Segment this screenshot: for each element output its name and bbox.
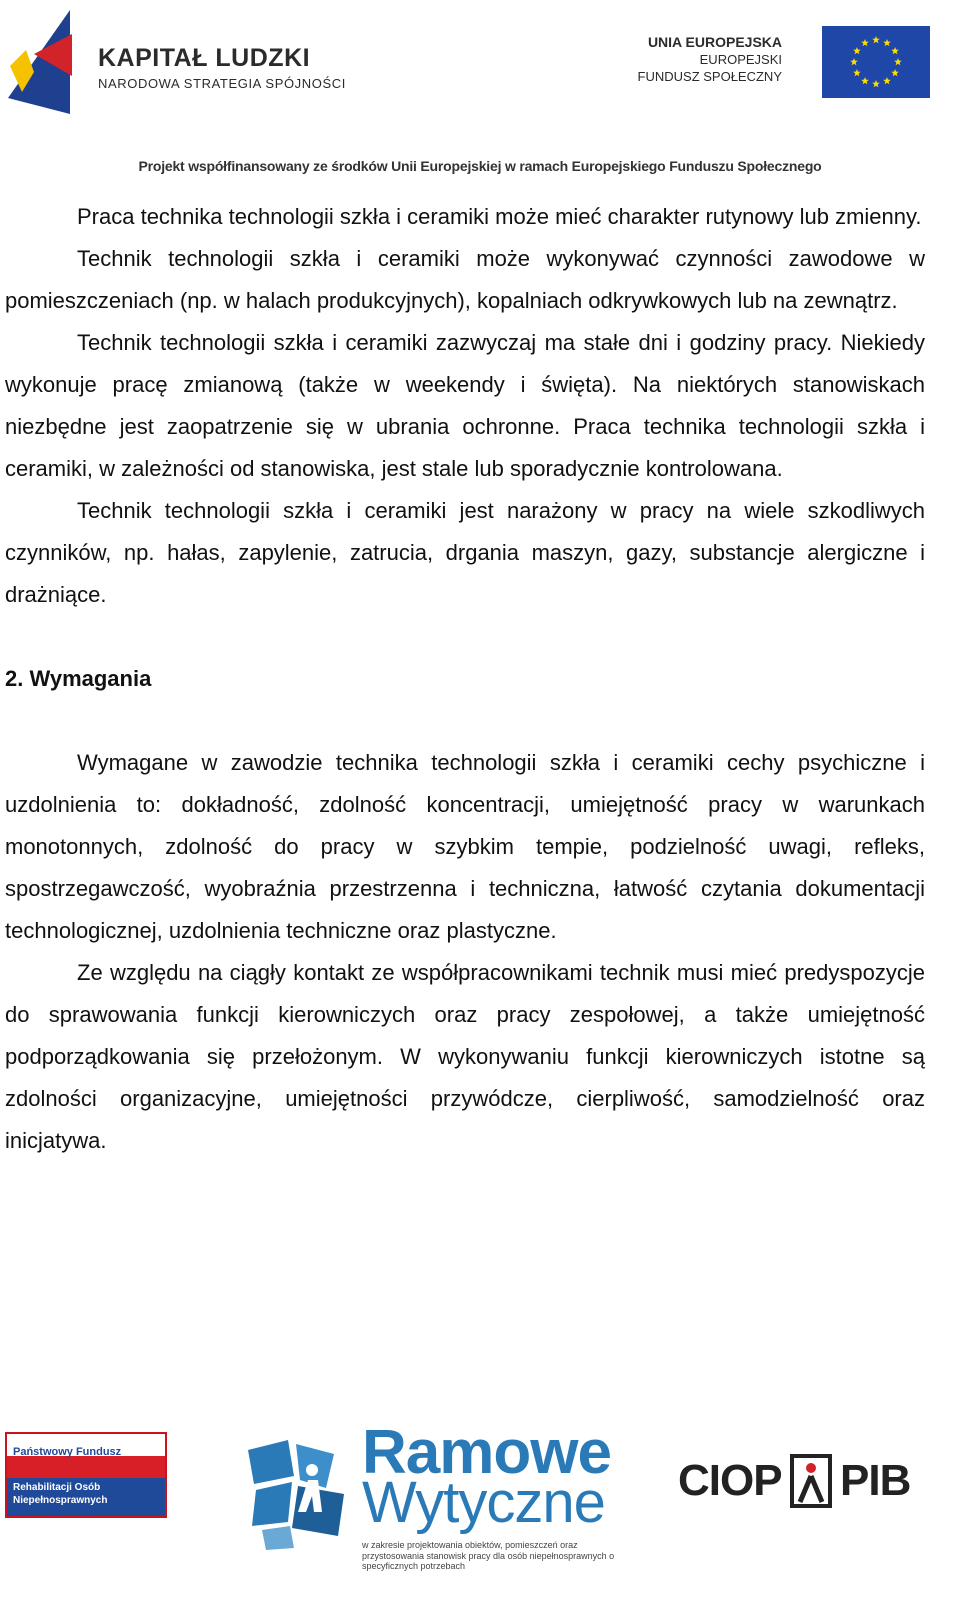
- paragraph: Ze względu na ciągły kontakt ze współpracownikami technik musi mieć predyspozycje do sprawowania funkcji kierowniczych oraz pracy zespołowej, a także umiejętność podporządkowania się przełożonym. W wykonywaniu funkcji kierowniczych istotne są zdolności organizacyjne, umiejętności przywódcze, cierpliwość, samodzielność oraz inicjatywa.: [5, 960, 925, 1153]
- eu-label-line2: EUROPEJSKI: [699, 52, 782, 67]
- document-body: [5, 196, 925, 1162]
- pfron-logo: [5, 1432, 167, 1518]
- pfron-line1: Państwowy Fundusz: [13, 1446, 122, 1458]
- paragraph: Technik technologii szkła i ceramiki może wykonywać czynności zawodowe w pomieszczeniach (np. w halach produkcyjnych), kopalniach odkrywkowych lub na zewnątrz.: [5, 246, 925, 313]
- cofinancing-note: Projekt współfinansowany ze środków Unii Europejskiej w ramach Europejskiego Funduszu Społecznego: [138, 158, 822, 174]
- ciop-label: CIOP: [678, 1456, 782, 1505]
- pfron-line2: Rehabilitacji Osób: [13, 1482, 101, 1493]
- ramowe-wytyczne-mark-icon: [248, 1440, 358, 1550]
- paragraph: Technik technologii szkła i ceramiki jest narażony w pracy na wiele szkodliwych czynników, np. hałas, zapylenie, zatrucia, drgania maszyn, gazy, substancje alergiczne i drażniące.: [5, 498, 925, 607]
- paragraph: Technik technologii szkła i ceramiki zazwyczaj ma stałe dni i godziny pracy. Niekiedy wykonuje pracę zmianową (także w weekendy i święta). Na niektórych stanowiskach niezbędne jest zaopatrzenie się w ubrania ochronne. Praca technika technologii szkła i ceramiki, w zależności od stanowiska, jest stale lub sporadycznie kontrolowana.: [5, 330, 925, 481]
- eu-fund-label: [638, 34, 782, 85]
- ramowe-wytyczne-title1: Ramowe: [362, 1418, 611, 1487]
- page-footer: [0, 1420, 960, 1621]
- kapital-ludzki-logo-icon: [4, 6, 76, 114]
- kapital-ludzki-title: KAPITAŁ LUDZKI: [98, 44, 311, 72]
- ramowe-wytyczne-caption: w zakresie projektowania obiektów, pomieszczeń oraz przystosowania stanowisk pracy dla osób niepełnosprawnych o specyficznych potrzebach: [362, 1540, 615, 1571]
- paragraph: Wymagane w zawodzie technika technologii szkła i ceramiki cechy psychiczne i uzdolnienia to: dokładność, zdolność koncentracji, umiejętność pracy w warunkach monotonnych, zdolność do pracy w szybkim tempie, podzielność uwagi, refleks, spostrzegawczość, wyobraźnia przestrzenna i techniczna, łatwość czytania dokumentacji technologicznej, uzdolnienia techniczne oraz plastyczne.: [5, 750, 925, 943]
- kapital-ludzki-subtitle: NARODOWA STRATEGIA SPÓJNOŚCI: [98, 76, 346, 91]
- ramowe-wytyczne-title2: Wytyczne: [362, 1470, 605, 1535]
- spacer: [5, 616, 925, 658]
- pfron-line3: Niepełnosprawnych: [13, 1495, 108, 1506]
- paragraph: Praca technika technologii szkła i ceramiki może mieć charakter rutynowy lub zmienny.: [77, 204, 922, 229]
- spacer: [5, 700, 925, 742]
- eu-flag-icon: [822, 26, 930, 98]
- section-heading: 2. Wymagania: [5, 666, 152, 691]
- eu-label-line3: FUNDUSZ SPOŁECZNY: [637, 69, 782, 84]
- page-header: [0, 0, 960, 190]
- pib-label: PIB: [840, 1456, 911, 1505]
- eu-label-line1: UNIA EUROPEJSKA: [647, 34, 782, 50]
- ciop-person-icon: [790, 1454, 832, 1508]
